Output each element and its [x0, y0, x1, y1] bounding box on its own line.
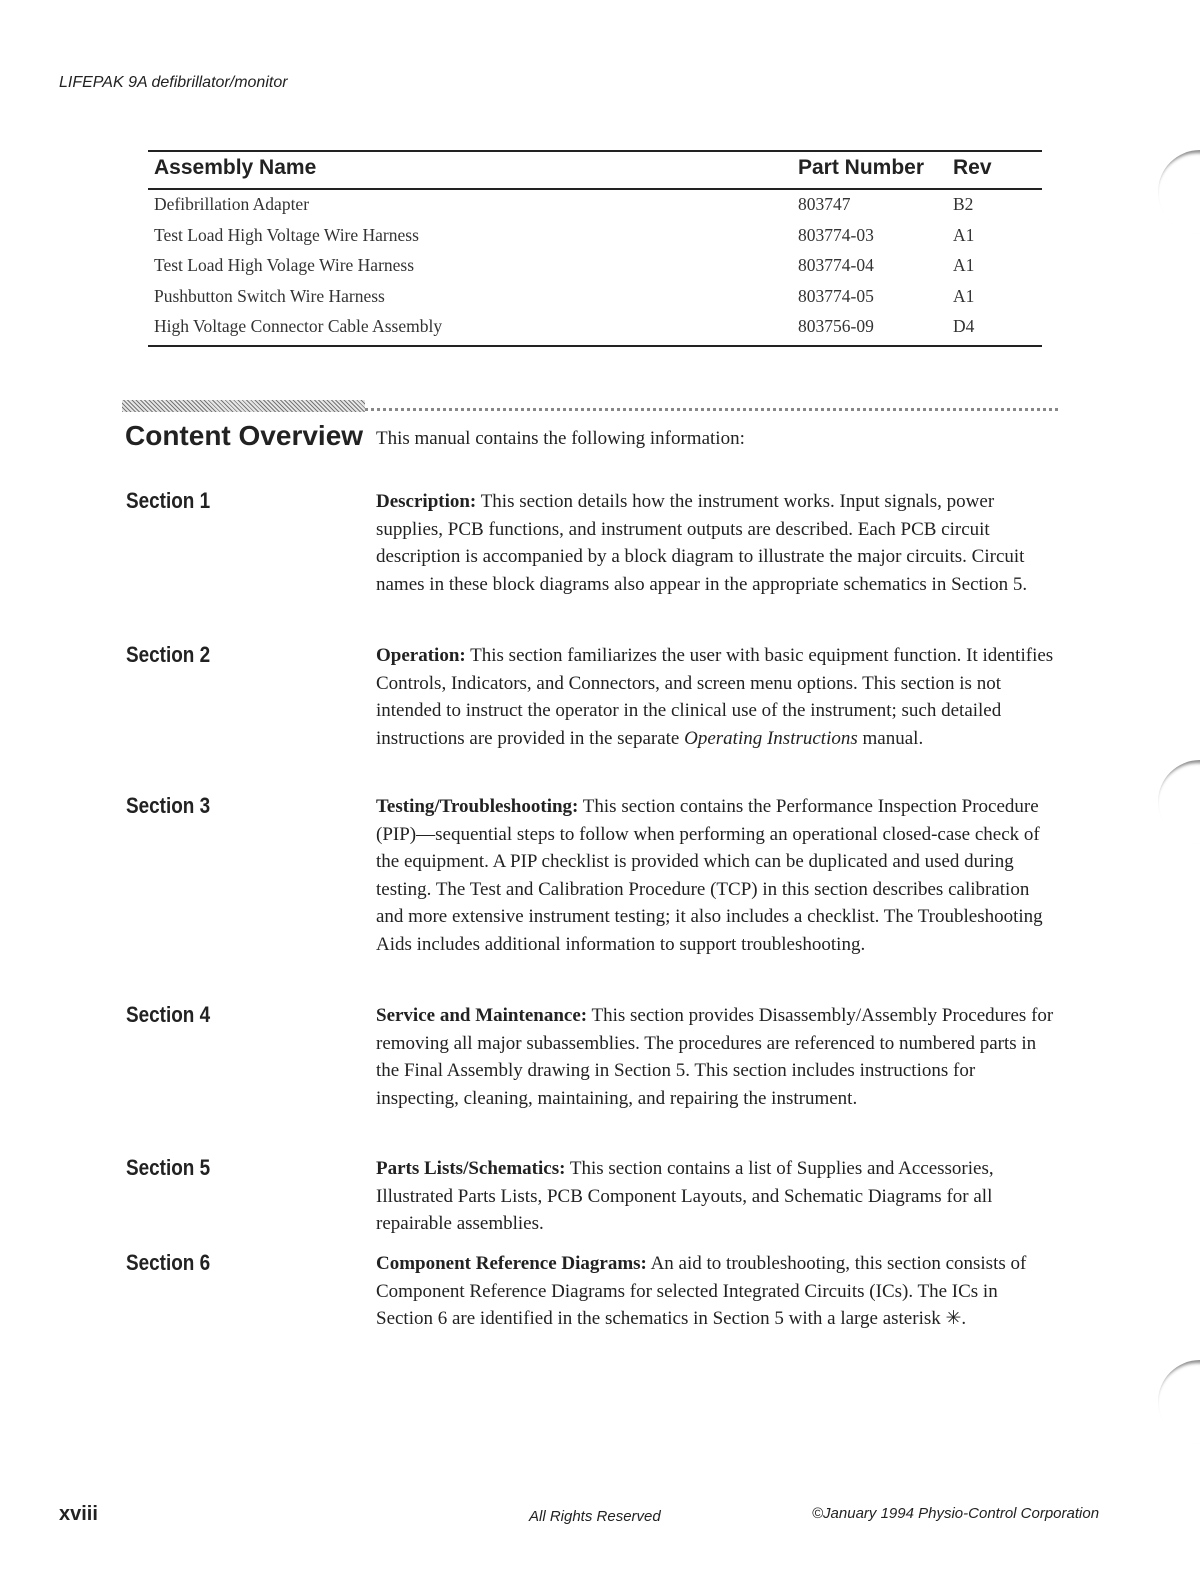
- cell-part-number: 803774-05: [798, 285, 874, 306]
- section-dotted-rule: [365, 408, 1058, 411]
- punch-hole: [1158, 150, 1200, 234]
- section-label: Section 6: [126, 1250, 211, 1275]
- section-label: Section 5: [126, 1155, 211, 1180]
- section-label: Section 2: [126, 642, 211, 667]
- section-heading: Parts Lists/Schematics:: [376, 1158, 566, 1179]
- table-row: [148, 221, 1042, 252]
- cell-part-number: 803747: [798, 194, 851, 214]
- cell-rev: A1: [953, 255, 975, 275]
- cell-assembly-name: Test Load High Volage Wire Harness: [154, 255, 415, 275]
- section-description: [376, 793, 1056, 959]
- cell-part-number: 803774-03: [798, 224, 874, 245]
- cell-assembly-name: Pushbutton Switch Wire Harness: [154, 285, 385, 306]
- section-hatch-bar: [122, 400, 365, 412]
- section-heading: Operation:: [376, 645, 466, 666]
- section-description: [376, 642, 1056, 752]
- section-heading: Component Reference Diagrams:: [376, 1253, 647, 1274]
- table-row: [148, 312, 1042, 343]
- section-label: Section 3: [126, 793, 211, 818]
- cell-part-number: 803756-09: [798, 316, 874, 336]
- section-text: This section contains a list of Supplies and Accessories, Illustrated Parts Lists, PCB Component Layouts, and Schematic Diagrams for all repairable assemblies.: [376, 1158, 994, 1235]
- cell-assembly-name: High Voltage Connector Cable Assembly: [154, 316, 443, 336]
- cell-rev: A1: [953, 285, 975, 306]
- table-row: [148, 251, 1042, 282]
- section-heading: Testing/Troubleshooting:: [376, 796, 579, 817]
- section-heading: Description:: [376, 491, 477, 512]
- cell-rev: A1: [953, 224, 975, 245]
- cell-rev: B2: [953, 194, 974, 214]
- content-overview-intro: This manual contains the following information:: [376, 428, 745, 449]
- table-bottom-rule: [148, 345, 1042, 347]
- cell-assembly-name: Test Load High Voltage Wire Harness: [154, 224, 419, 245]
- page-number: xviii: [59, 1503, 98, 1525]
- header-rev: Rev: [953, 156, 992, 179]
- header-part-number: Part Number: [798, 156, 925, 179]
- table-header-row: [148, 152, 1042, 188]
- punch-hole: [1158, 760, 1200, 844]
- copyright-notice: ©January 1994 Physio-Control Corporation: [812, 1505, 1100, 1522]
- rights-notice: All Rights Reserved: [529, 1508, 661, 1525]
- cell-rev: D4: [953, 316, 975, 336]
- section-description: [376, 1002, 1056, 1112]
- content-overview-title: Content Overview: [125, 420, 364, 451]
- section-description: [376, 1155, 1056, 1238]
- section-text: An aid to troubleshooting, this section consists of Component Reference Diagrams for selected Integrated Circuits (ICs). The ICs in Section 6 are identified in the schematics in Section 5 with a large asterisk ✳.: [376, 1253, 1027, 1330]
- table-row: [148, 282, 1042, 313]
- punch-hole: [1158, 1360, 1200, 1444]
- table-row: [148, 190, 1042, 221]
- section-text: This section familiarizes the user with basic equipment function. It identifies Controls, Indicators, and Connectors, and screen menu options. This section is not intended to instruct the operator in the clinical use of the instrument; such detailed instructions are provided in the separate: [376, 645, 1054, 749]
- running-header: LIFEPAK 9A defibrillator/monitor: [59, 74, 288, 91]
- section-description: [376, 1250, 1056, 1333]
- section-label: Section 4: [126, 1002, 211, 1027]
- section-text-tail: manual.: [862, 727, 924, 749]
- section-text: This section details how the instrument works. Input signals, power supplies, PCB functions, and instrument outputs are described. Each PCB circuit description is accompanied by a block diagram to illustrate the major circuits. Circuit names in these block diagrams also appear in the appropriate schematics in Section 5.: [376, 491, 1028, 595]
- section-text: This section contains the Performance Inspection Procedure (PIP)—sequential steps to follow when performing an operational closed-case check of the equipment. A PIP checklist is provided which can be duplicated and used during testing. The Test and Calibration Procedure (TCP) in this section describes calibration and more extensive instrument testing; it also includes a checklist. The Troubleshooting Aids includes additional information to support troubleshooting.: [376, 796, 1043, 955]
- section-text: This section provides Disassembly/Assembly Procedures for removing all major subassemblies. The procedures are referenced to numbered parts in the Final Assembly drawing in Section 5. This section includes instructions for inspecting, cleaning, maintaining, and repairing the instrument.: [376, 1005, 1054, 1109]
- section-description: [376, 488, 1056, 598]
- header-assembly-name: Assembly Name: [154, 156, 317, 179]
- section-label: Section 1: [126, 488, 211, 513]
- section-heading: Service and Maintenance:: [376, 1005, 588, 1026]
- cell-part-number: 803774-04: [798, 255, 874, 275]
- section-italic-title: Operating Instructions: [684, 727, 858, 749]
- assembly-table: [148, 150, 1042, 347]
- cell-assembly-name: Defibrillation Adapter: [154, 194, 310, 214]
